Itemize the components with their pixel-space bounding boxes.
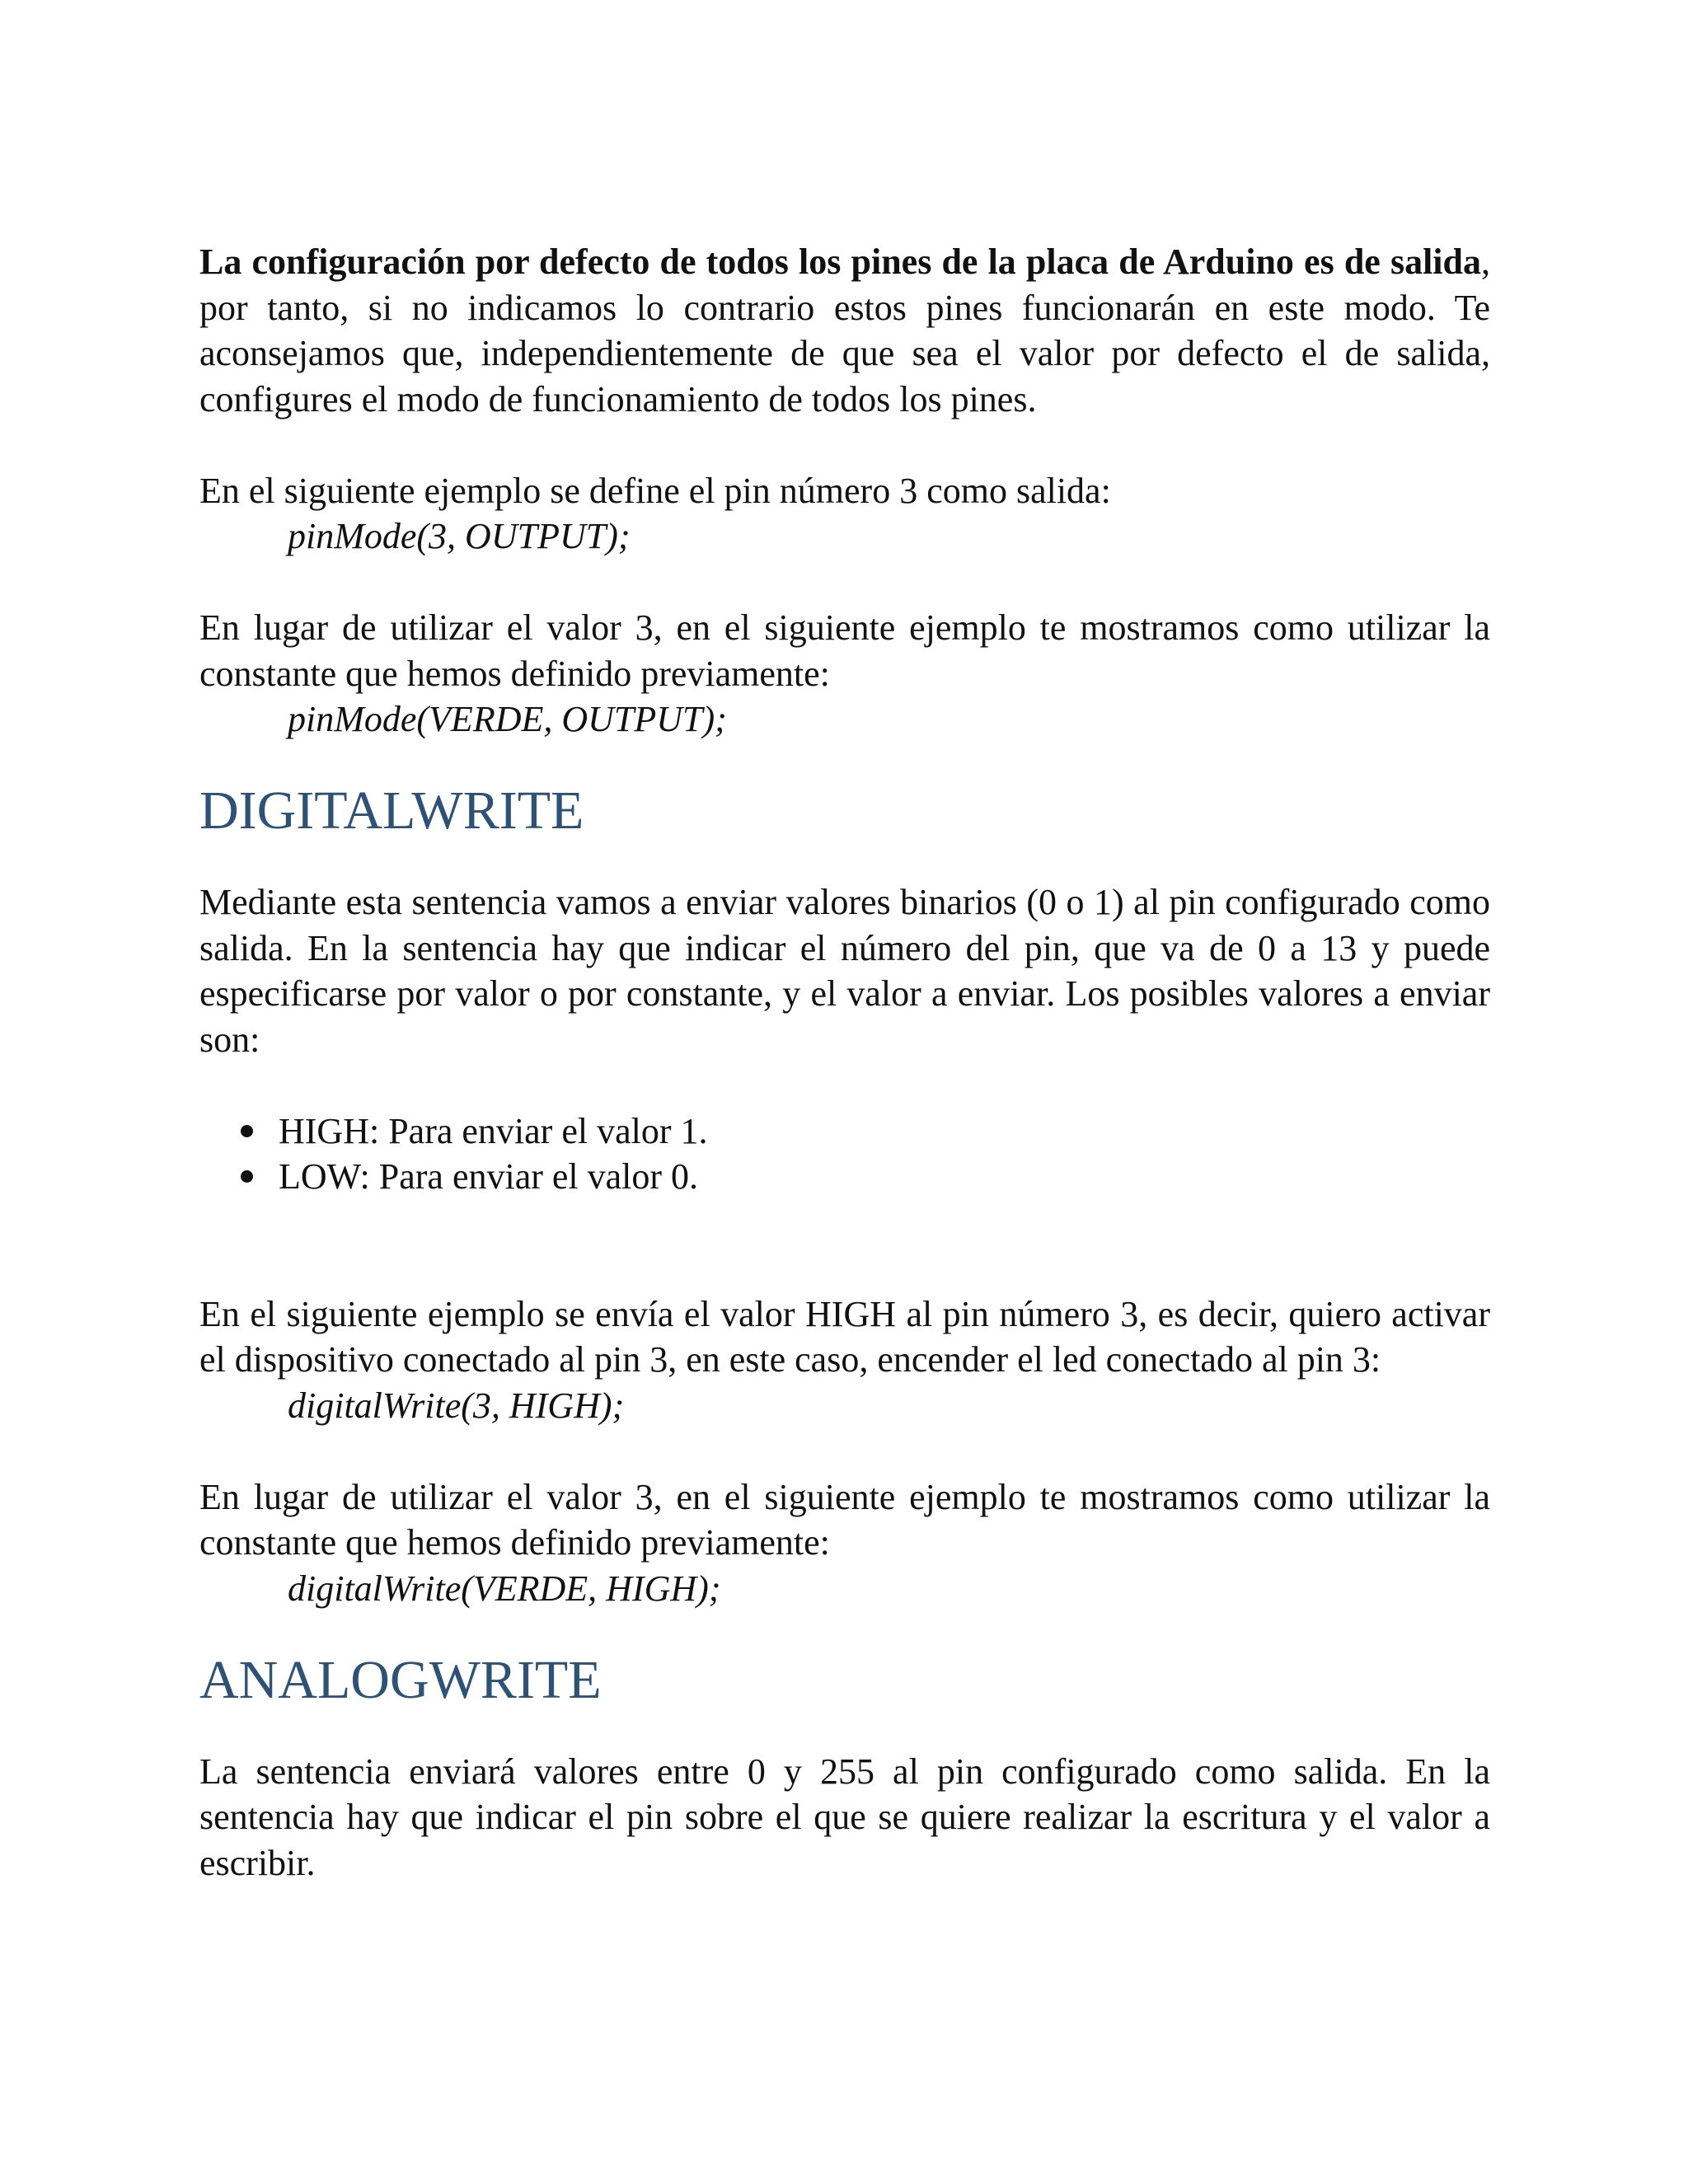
analogwrite-description: La sentencia enviará valores entre 0 y 255 al pin configurado como salida. En la sentencia hay que indicar el pin sobre el que se quiere realizar la escritura y el valor a escribir. xyxy=(199,1750,1490,1883)
bullet-icon xyxy=(241,1170,253,1183)
example2-code: pinMode(VERDE, OUTPUT); xyxy=(288,699,727,739)
intro-text: , por tanto, si no indicamos lo contrario estos pines funcionarán en este modo. Te aconsejamos que, independientemente de que sea el valor por defecto el de salida, configures el modo de funcionamiento de todos los pines. xyxy=(199,241,1490,419)
example2-text: En lugar de utilizar el valor 3, en el siguiente ejemplo te mostramos como utilizar la constante que hemos definido previamente: xyxy=(199,607,1490,694)
digitalwrite-example2-code: digitalWrite(VERDE, HIGH); xyxy=(288,1568,721,1609)
digitalwrite-example1-code: digitalWrite(3, HIGH); xyxy=(288,1385,625,1426)
digitalwrite-description: Mediante esta sentencia vamos a enviar valores binarios (0 o 1) al pin configurado como salida. En la sentencia hay que indicar el número del pin, que va de 0 a 13 y puede especificarse por valor o por constante, y el valor a enviar. Los posibles valores a enviar son: xyxy=(199,882,1490,1060)
spacer xyxy=(199,1428,1490,1474)
list-item-text: LOW: Para enviar el valor 0. xyxy=(279,1156,699,1197)
list-item-text: HIGH: Para enviar el valor 1. xyxy=(279,1110,708,1151)
example1-code: pinMode(3, OUTPUT); xyxy=(288,516,631,556)
digitalwrite-example2-text: En lugar de utilizar el valor 3, en el siguiente ejemplo te mostramos como utilizar la constante que hemos definido previamente: xyxy=(199,1476,1490,1563)
digitalwrite-heading: DIGITALWRITE xyxy=(199,780,584,841)
spacer xyxy=(199,1062,1490,1108)
digitalwrite-values-list xyxy=(199,1108,1490,1200)
analogwrite-heading: ANALOGWRITE xyxy=(199,1649,602,1710)
bullet-icon xyxy=(241,1125,253,1137)
list-item xyxy=(199,1154,1490,1200)
spacer xyxy=(199,560,1490,606)
example1-text: En el siguiente ejemplo se define el pin número 3 como salida: xyxy=(199,470,1111,511)
document-page xyxy=(199,239,1490,1886)
intro-paragraph xyxy=(199,239,1490,422)
list-item xyxy=(199,1108,1490,1155)
digitalwrite-example1-text: En el siguiente ejemplo se envía el valor HIGH al pin número 3, es decir, quiero activar el dispositivo conectado al pin 3, en este caso, encender el led conectado al pin 3: xyxy=(199,1293,1490,1380)
spacer xyxy=(199,1200,1490,1291)
spacer xyxy=(199,422,1490,468)
intro-bold-text: La configuración por defecto de todos los pines de la placa de Arduino es de salida xyxy=(199,241,1481,282)
